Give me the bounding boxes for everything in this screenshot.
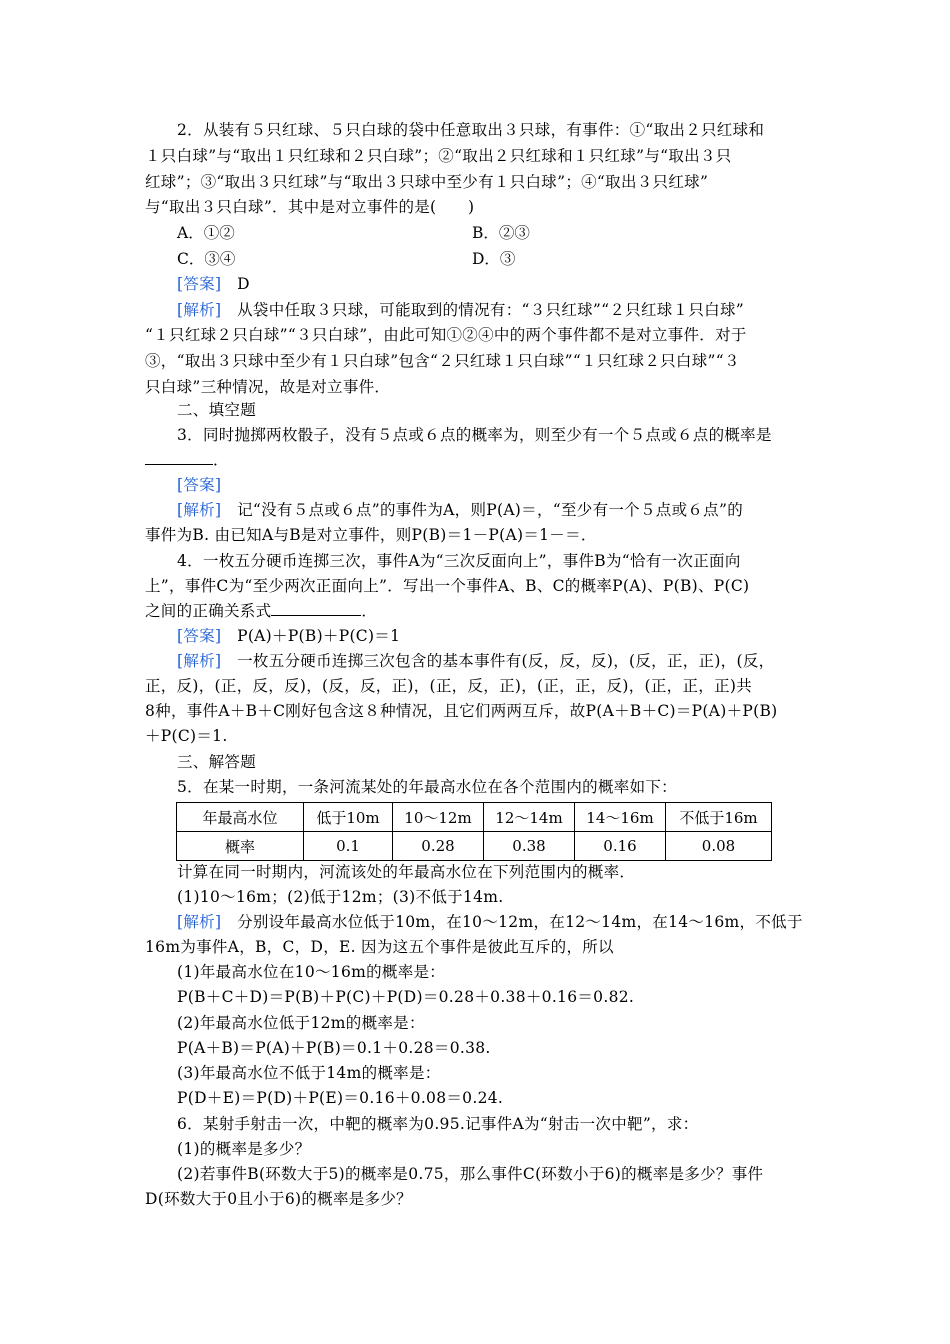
- q3-blank: [145, 448, 213, 465]
- q3-line-2: [145, 448, 813, 473]
- q2-analysis-line-2: “１只红球２只白球”“３只白球”，由此可知①②④中的两个事件都不是对立事件．对于: [145, 326, 747, 344]
- q5-step-3: (2)年最高水位低于12m的概率是：: [177, 1014, 425, 1032]
- q2-line-1: 2．从装有５只红球、５只白球的袋中任意取出３只球，有事件：①“取出２只红球和: [177, 121, 765, 139]
- q2-answer-line: [177, 272, 845, 297]
- q2-line-2: １只白球”与“取出１只红球和２只白球”；②“取出２只红球和１只红球”与“取出３只: [145, 147, 732, 165]
- table-cell: 0.1: [304, 832, 393, 861]
- q5-step-2: P(B＋C＋D)＝P(B)＋P(C)＋P(D)＝0.28＋0.38＋0.16＝0.82.: [177, 988, 635, 1006]
- q5-analysis-text-1: 分别设年最高水位低于10m，在10～12m，在12～14m，在14～16m，不低于: [221, 913, 803, 931]
- q2-line-3: 红球”；③“取出３只红球”与“取出３只球中至少有１只白球”；④“取出３只红球”: [145, 173, 709, 191]
- q4-line-2: 上”，事件C为“至少两次正面向上”．写出一个事件A、B、C的概率P(A)、P(B)、P(C): [145, 577, 750, 595]
- table-header-cell: 低于10m: [304, 803, 393, 832]
- q5-step-4: P(A＋B)＝P(A)＋P(B)＝0.1＋0.28＝0.38.: [177, 1039, 491, 1057]
- answer-tag: [答案]: [177, 627, 222, 645]
- q4-answer-line: [177, 624, 845, 649]
- q2-answer-value: D: [221, 275, 250, 293]
- q2-option-b: B．②③: [472, 224, 530, 242]
- q5-step-1: (1)年最高水位在10～16m的概率是：: [177, 963, 446, 981]
- q2-analysis-line-3: ③，“取出３只球中至少有１只白球”包含“２只红球１只白球”“１只红球２只白球”“３: [145, 352, 740, 370]
- table-cell: 0.08: [666, 832, 772, 861]
- q6-line-1: 6．某射手射击一次，中靶的概率为0.95.记事件A为“射击一次中靶”，求：: [177, 1115, 699, 1133]
- q5-intro: 5．在某一时期，一条河流某处的年最高水位在各个范围内的概率如下：: [177, 778, 677, 796]
- table-header-row: [177, 803, 772, 832]
- q2-analysis-line-1: [177, 298, 845, 323]
- q2-analysis-line-4: 只白球”三种情况，故是对立事件．: [145, 378, 391, 396]
- table-row: [177, 832, 772, 861]
- table-cell: 0.28: [393, 832, 484, 861]
- q4-analysis-line-1: [177, 649, 845, 674]
- section-answer-heading: 三、解答题: [177, 753, 257, 771]
- q2-analysis-text-1: 从袋中任取３只球，可能取到的情况有：“３只红球”“２只红球１只白球”: [221, 301, 744, 319]
- analysis-tag: [解析]: [177, 301, 222, 319]
- q2-option-d: D．③: [472, 250, 516, 268]
- q3-line-1: 3．同时抛掷两枚骰子，没有５点或６点的概率为，则至少有一个５点或６点的概率是: [177, 426, 772, 444]
- analysis-tag: [解析]: [177, 913, 222, 931]
- table-header-cell: 14～16m: [575, 803, 666, 832]
- q4-analysis-text-1: 一枚五分硬币连掷三次包含的基本事件有(反，反，反)，(反，正，正)，(反，: [221, 652, 775, 670]
- q5-after-table: 计算在同一时期内，河流该处的年最高水位在下列范围内的概率．: [177, 863, 636, 881]
- q4-line-3-end: ．: [361, 602, 378, 620]
- q6-line-2: (1)的概率是多少？: [177, 1140, 311, 1158]
- q5-parts: (1)10～16m；(2)低于12m；(3)不低于14m.: [177, 888, 504, 906]
- q3-analysis-line-1: [177, 498, 845, 523]
- q2-option-a: A．①②: [177, 224, 235, 242]
- table-header-cell: 10～12m: [393, 803, 484, 832]
- q6-line-4: D(环数大于0且小于6)的概率是多少？: [145, 1190, 412, 1208]
- table-cell: 概率: [177, 832, 304, 861]
- q3-answer-line: [177, 473, 845, 498]
- q2-option-c: C．③④: [177, 250, 236, 268]
- section-fill-in-heading: 二、填空题: [177, 401, 257, 419]
- answer-tag: [答案]: [177, 275, 222, 293]
- q3-analysis-line-2: 事件为B. 由已知A与B是对立事件，则P(B)＝1－P(A)＝1－＝．: [145, 526, 597, 544]
- q4-analysis-line-2: 正，反)，(正，反，反)，(反，反，正)，(正，反，正)，(正，正，反)，(正，正，正)共: [145, 677, 753, 695]
- answer-tag: [答案]: [177, 476, 222, 494]
- table-header-cell: 年最高水位: [177, 803, 304, 832]
- table-header-cell: 12～14m: [484, 803, 575, 832]
- q5-analysis-line-1: [177, 910, 845, 935]
- q6-line-3: (2)若事件B(环数大于5)的概率是0.75，那么事件C(环数小于6)的概率是多少？事件: [177, 1165, 764, 1183]
- table-cell: 0.16: [575, 832, 666, 861]
- analysis-tag: [解析]: [177, 501, 222, 519]
- q4-answer-value: P(A)＋P(B)＋P(C)＝1: [221, 627, 401, 645]
- q3-line-2-end: ．: [213, 451, 229, 469]
- q5-step-5: (3)年最高水位不低于14m的概率是：: [177, 1064, 441, 1082]
- q3-analysis-text-1: 记“没有５点或６点”的事件为A，则P(A)＝，“至少有一个５点或６点”的: [221, 501, 744, 519]
- q4-analysis-line-4: ＋P(C)＝1.: [145, 727, 228, 745]
- q4-line-3-start: 之间的正确关系式: [145, 602, 272, 620]
- q5-analysis-line-2: 16m为事件A，B，C，D，E. 因为这五个事件是彼此互斥的，所以: [145, 938, 614, 956]
- q4-line-3: [145, 599, 813, 624]
- q4-analysis-line-3: 8种，事件A＋B＋C刚好包含这８种情况，且它们两两互斥，故P(A＋B＋C)＝P(A)＋P(B): [145, 702, 778, 720]
- table-cell: 0.38: [484, 832, 575, 861]
- q5-step-6: P(D＋E)＝P(D)＋P(E)＝0.16＋0.08＝0.24.: [177, 1089, 504, 1107]
- water-level-table: [176, 802, 772, 861]
- analysis-tag: [解析]: [177, 652, 222, 670]
- table-header-cell: 不低于16m: [666, 803, 772, 832]
- q4-line-1: 4．一枚五分硬币连掷三次，事件A为“三次反面向上”，事件B为“恰有一次正面向: [177, 552, 741, 570]
- q4-blank: [271, 599, 361, 616]
- q2-line-4: 与“取出３只白球”．其中是对立事件的是( ): [145, 198, 475, 216]
